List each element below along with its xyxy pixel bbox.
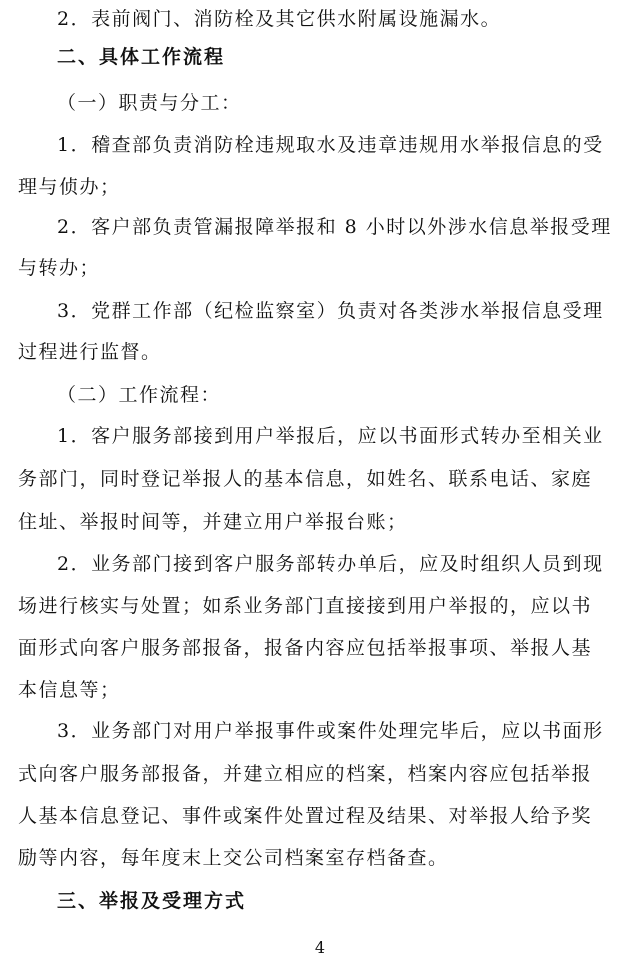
paragraph-line: 1．稽查部负责消防栓违规取水及违章违规用水举报信息的受 [57, 134, 604, 156]
paragraph-line: 本信息等； [18, 679, 121, 701]
paragraph-line: 励等内容，每年度末上交公司档案室存档备查。 [18, 847, 449, 869]
paragraph-line: 理与侦办； [18, 176, 121, 198]
page-number: 4 [314, 938, 326, 957]
paragraph-line: 住址、举报时间等，并建立用户举报台账； [18, 511, 408, 533]
subsection-heading-process: （二）工作流程： [57, 384, 222, 406]
paragraph-line: 面形式向客户服务部报备，报备内容应包括举报事项、举报人基 [18, 637, 593, 659]
paragraph-line: 3．党群工作部（纪检监察室）负责对各类涉水举报信息受理 [57, 300, 604, 322]
paragraph-line: 3．业务部门对用户举报事件或案件处理完毕后，应以书面形 [57, 720, 604, 742]
paragraph-line: 场进行核实与处置；如系业务部门直接接到用户举报的，应以书 [18, 595, 593, 617]
paragraph-line: 人基本信息登记、事件或案件处置过程及结果、对举报人给予奖 [18, 805, 593, 827]
paragraph-line: 1．客户服务部接到用户举报后，应以书面形式转办至相关业 [57, 425, 604, 447]
list-item-leak: 2．表前阀门、消防栓及其它供水附属设施漏水。 [57, 8, 502, 30]
section-heading-reporting: 三、举报及受理方式 [57, 890, 247, 912]
section-heading-workflow: 二、具体工作流程 [57, 46, 226, 68]
paragraph-line: 式向客户服务部报备，并建立相应的档案，档案内容应包括举报 [18, 763, 593, 785]
paragraph-line: 过程进行监督。 [18, 341, 162, 363]
subsection-heading-duties: （一）职责与分工： [57, 92, 242, 114]
paragraph-line: 2．客户部负责管漏报障举报和 8 小时以外涉水信息举报受理 [57, 216, 612, 238]
paragraph-line: 务部门，同时登记举报人的基本信息，如姓名、联系电话、家庭 [18, 468, 593, 490]
paragraph-line: 与转办； [18, 257, 101, 279]
paragraph-line: 2．业务部门接到客户服务部转办单后，应及时组织人员到现 [57, 553, 604, 575]
